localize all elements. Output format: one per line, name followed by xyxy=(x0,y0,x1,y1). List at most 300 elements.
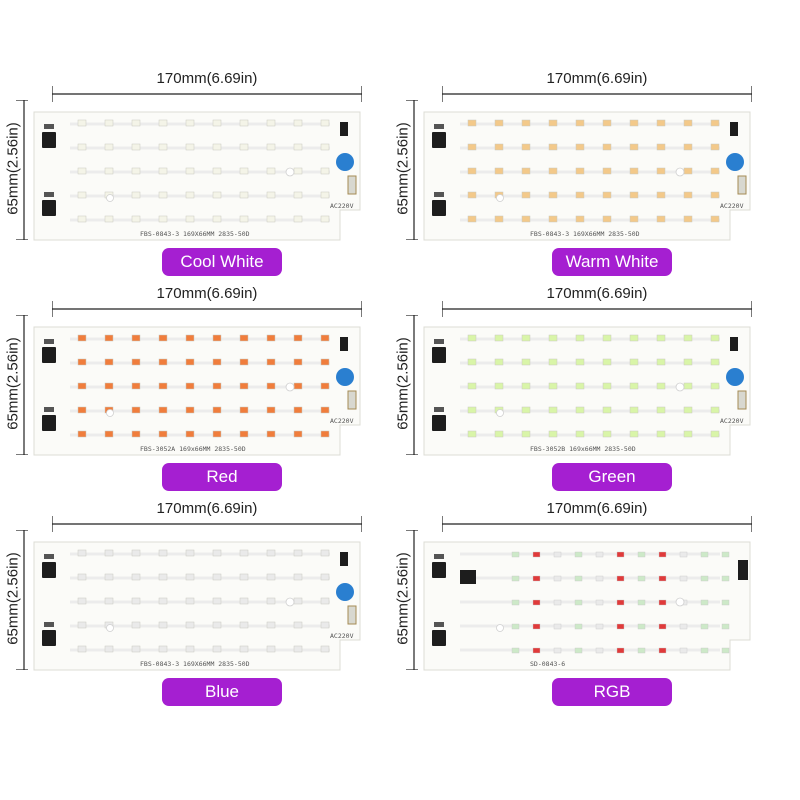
led xyxy=(240,168,248,174)
led xyxy=(240,335,248,341)
resistor xyxy=(44,339,54,344)
led xyxy=(549,120,557,126)
led xyxy=(575,600,582,605)
led xyxy=(554,576,561,581)
color-label: Green xyxy=(552,463,672,491)
led xyxy=(630,168,638,174)
led xyxy=(575,624,582,629)
led xyxy=(722,624,729,629)
led xyxy=(617,648,624,653)
led xyxy=(321,622,329,628)
led xyxy=(680,576,687,581)
capacitor xyxy=(726,368,744,386)
led xyxy=(186,192,194,198)
led xyxy=(78,574,86,580)
led xyxy=(657,216,665,222)
led xyxy=(596,552,603,557)
led xyxy=(321,407,329,413)
led xyxy=(159,120,167,126)
led xyxy=(213,120,221,126)
led xyxy=(267,622,275,628)
led xyxy=(267,431,275,437)
led xyxy=(468,359,476,365)
led xyxy=(533,576,540,581)
led xyxy=(684,407,692,413)
led xyxy=(240,622,248,628)
led xyxy=(603,407,611,413)
resistor xyxy=(44,622,54,627)
width-dimension: 170mm(6.69in) xyxy=(546,70,648,87)
led xyxy=(105,216,113,222)
height-dimension: 65mm(2.56in) xyxy=(394,552,412,645)
led xyxy=(267,120,275,126)
led xyxy=(575,576,582,581)
led xyxy=(722,576,729,581)
led xyxy=(267,574,275,580)
led xyxy=(596,600,603,605)
led xyxy=(294,407,302,413)
led xyxy=(186,216,194,222)
led xyxy=(630,144,638,150)
led xyxy=(321,383,329,389)
driver-chip xyxy=(42,200,56,216)
led xyxy=(105,574,113,580)
led xyxy=(512,576,519,581)
led xyxy=(213,192,221,198)
color-label: Blue xyxy=(162,678,282,706)
led xyxy=(132,144,140,150)
led xyxy=(132,550,140,556)
led xyxy=(522,407,530,413)
led xyxy=(576,431,584,437)
led xyxy=(186,431,194,437)
led xyxy=(213,144,221,150)
driver-chip xyxy=(432,347,446,363)
led xyxy=(512,624,519,629)
led xyxy=(711,216,719,222)
height-dimension: 65mm(2.56in) xyxy=(4,337,22,430)
led xyxy=(722,648,729,653)
led xyxy=(657,144,665,150)
led xyxy=(638,552,645,557)
led xyxy=(617,624,624,629)
led xyxy=(684,168,692,174)
led xyxy=(186,359,194,365)
led xyxy=(132,598,140,604)
led xyxy=(468,383,476,389)
led xyxy=(657,431,665,437)
led xyxy=(186,383,194,389)
led xyxy=(495,383,503,389)
led xyxy=(213,383,221,389)
led xyxy=(294,646,302,652)
led xyxy=(294,598,302,604)
led xyxy=(684,359,692,365)
led xyxy=(701,552,708,557)
led xyxy=(576,192,584,198)
led xyxy=(78,383,86,389)
led xyxy=(468,431,476,437)
led xyxy=(522,120,530,126)
led xyxy=(159,359,167,365)
led xyxy=(240,383,248,389)
led xyxy=(186,574,194,580)
led xyxy=(549,407,557,413)
led-board xyxy=(30,540,365,675)
panel-blue xyxy=(0,500,400,779)
led xyxy=(132,359,140,365)
led xyxy=(512,648,519,653)
led xyxy=(711,335,719,341)
color-label: Cool White xyxy=(162,248,282,276)
capacitor xyxy=(336,583,354,601)
led xyxy=(711,359,719,365)
rectifier xyxy=(340,337,348,351)
led xyxy=(78,431,86,437)
led xyxy=(321,431,329,437)
height-dimension: 65mm(2.56in) xyxy=(4,552,22,645)
led xyxy=(638,624,645,629)
led xyxy=(603,168,611,174)
led xyxy=(213,359,221,365)
led xyxy=(267,168,275,174)
led-board xyxy=(30,110,365,245)
led xyxy=(701,648,708,653)
driver-chip xyxy=(42,132,56,148)
led xyxy=(533,624,540,629)
led xyxy=(213,431,221,437)
led xyxy=(657,383,665,389)
led xyxy=(159,550,167,556)
led xyxy=(240,359,248,365)
led xyxy=(321,574,329,580)
led xyxy=(159,335,167,341)
board-silkscreen: FBS-3052A 169x66MM 2835-50D xyxy=(140,445,246,453)
controller-chip xyxy=(460,570,476,584)
led xyxy=(267,359,275,365)
led xyxy=(321,168,329,174)
led xyxy=(132,407,140,413)
led xyxy=(294,168,302,174)
led xyxy=(576,144,584,150)
led xyxy=(186,144,194,150)
led xyxy=(132,335,140,341)
fuse xyxy=(348,606,356,624)
led xyxy=(213,335,221,341)
led xyxy=(684,216,692,222)
led xyxy=(603,192,611,198)
led xyxy=(321,216,329,222)
led xyxy=(267,407,275,413)
led xyxy=(78,120,86,126)
led xyxy=(630,407,638,413)
led xyxy=(711,431,719,437)
led xyxy=(78,646,86,652)
rectifier xyxy=(340,122,348,136)
led xyxy=(603,359,611,365)
led xyxy=(495,216,503,222)
driver-chip xyxy=(432,415,446,431)
led xyxy=(132,192,140,198)
led xyxy=(159,216,167,222)
mounting-hole xyxy=(107,195,114,202)
led xyxy=(617,552,624,557)
led xyxy=(321,646,329,652)
led-board xyxy=(30,325,365,460)
led xyxy=(630,335,638,341)
led xyxy=(132,622,140,628)
led xyxy=(78,598,86,604)
fuse xyxy=(348,391,356,409)
led xyxy=(603,383,611,389)
rectifier xyxy=(730,122,738,136)
led xyxy=(240,192,248,198)
width-dimension: 170mm(6.69in) xyxy=(546,500,648,517)
led xyxy=(159,598,167,604)
led xyxy=(711,192,719,198)
led xyxy=(659,576,666,581)
led xyxy=(267,550,275,556)
led xyxy=(576,407,584,413)
led xyxy=(186,646,194,652)
led xyxy=(468,335,476,341)
led xyxy=(596,648,603,653)
led xyxy=(213,574,221,580)
led xyxy=(576,383,584,389)
led xyxy=(240,598,248,604)
panel-rgb xyxy=(390,500,790,779)
led xyxy=(680,552,687,557)
voltage-marking: AC220V xyxy=(330,632,354,640)
led xyxy=(240,144,248,150)
led xyxy=(630,192,638,198)
led xyxy=(105,359,113,365)
led xyxy=(321,335,329,341)
led xyxy=(711,144,719,150)
led xyxy=(294,144,302,150)
led xyxy=(267,144,275,150)
led xyxy=(701,600,708,605)
led xyxy=(267,598,275,604)
led xyxy=(321,550,329,556)
mounting-hole xyxy=(107,410,114,417)
mounting-hole xyxy=(497,625,504,632)
color-label: RGB xyxy=(552,678,672,706)
led xyxy=(294,574,302,580)
led xyxy=(159,192,167,198)
led xyxy=(575,552,582,557)
mounting-hole xyxy=(107,625,114,632)
mounting-hole xyxy=(497,195,504,202)
led xyxy=(105,646,113,652)
led xyxy=(554,600,561,605)
capacitor xyxy=(336,153,354,171)
led xyxy=(684,192,692,198)
led xyxy=(78,622,86,628)
led xyxy=(549,383,557,389)
mounting-hole xyxy=(676,168,684,176)
voltage-marking: AC220V xyxy=(720,202,744,210)
led xyxy=(267,216,275,222)
led xyxy=(105,120,113,126)
led xyxy=(684,335,692,341)
led xyxy=(159,622,167,628)
led xyxy=(596,624,603,629)
led xyxy=(630,431,638,437)
led xyxy=(105,144,113,150)
driver-chip xyxy=(432,132,446,148)
led xyxy=(468,192,476,198)
led xyxy=(159,407,167,413)
led xyxy=(657,120,665,126)
led xyxy=(294,216,302,222)
led xyxy=(186,335,194,341)
led xyxy=(522,168,530,174)
led xyxy=(213,598,221,604)
led xyxy=(294,431,302,437)
led xyxy=(711,407,719,413)
led xyxy=(603,144,611,150)
led xyxy=(213,646,221,652)
led xyxy=(576,335,584,341)
led xyxy=(240,574,248,580)
led xyxy=(159,646,167,652)
led xyxy=(132,431,140,437)
led xyxy=(554,648,561,653)
led xyxy=(186,550,194,556)
driver-chip xyxy=(432,562,446,578)
led xyxy=(78,335,86,341)
board-silkscreen: FBS-0843-3 169X66MM 2835-50D xyxy=(140,660,250,668)
led xyxy=(495,335,503,341)
led xyxy=(132,646,140,652)
driver-chip xyxy=(42,630,56,646)
led xyxy=(213,168,221,174)
led xyxy=(495,431,503,437)
led xyxy=(105,168,113,174)
led xyxy=(522,359,530,365)
led xyxy=(78,359,86,365)
resistor xyxy=(434,192,444,197)
led xyxy=(78,407,86,413)
led xyxy=(267,383,275,389)
led xyxy=(630,216,638,222)
led xyxy=(659,624,666,629)
led xyxy=(267,335,275,341)
led xyxy=(240,120,248,126)
voltage-marking: AC220V xyxy=(720,417,744,425)
led xyxy=(638,648,645,653)
led xyxy=(533,552,540,557)
led xyxy=(630,359,638,365)
width-dimension: 170mm(6.69in) xyxy=(156,70,258,87)
led xyxy=(468,168,476,174)
height-dimension: 65mm(2.56in) xyxy=(4,122,22,215)
led xyxy=(549,335,557,341)
led xyxy=(617,600,624,605)
led xyxy=(495,168,503,174)
fuse xyxy=(348,176,356,194)
led xyxy=(549,144,557,150)
led xyxy=(294,550,302,556)
led xyxy=(722,600,729,605)
led xyxy=(294,192,302,198)
led xyxy=(549,431,557,437)
rectifier xyxy=(340,552,348,566)
led xyxy=(701,624,708,629)
led xyxy=(495,144,503,150)
led xyxy=(267,646,275,652)
led xyxy=(105,598,113,604)
led xyxy=(240,646,248,652)
led xyxy=(468,407,476,413)
led xyxy=(684,120,692,126)
led xyxy=(159,431,167,437)
led xyxy=(213,407,221,413)
color-label: Warm White xyxy=(552,248,672,276)
led xyxy=(159,574,167,580)
led xyxy=(554,552,561,557)
led xyxy=(294,120,302,126)
led xyxy=(267,192,275,198)
led xyxy=(638,576,645,581)
led-board xyxy=(420,540,755,675)
led xyxy=(684,144,692,150)
led xyxy=(701,576,708,581)
led xyxy=(186,407,194,413)
driver-chip xyxy=(42,347,56,363)
led xyxy=(294,622,302,628)
led xyxy=(576,168,584,174)
led xyxy=(549,168,557,174)
led xyxy=(468,120,476,126)
resistor xyxy=(44,124,54,129)
mounting-hole xyxy=(676,383,684,391)
color-label: Red xyxy=(162,463,282,491)
led xyxy=(240,550,248,556)
driver-chip xyxy=(432,630,446,646)
led xyxy=(711,168,719,174)
driver-chip xyxy=(42,562,56,578)
board-silkscreen: FBS-3052B 169x66MM 2835-50D xyxy=(530,445,636,453)
led xyxy=(321,144,329,150)
led xyxy=(522,335,530,341)
board-silkscreen: SD-0843-6 xyxy=(530,660,566,668)
led xyxy=(105,383,113,389)
led xyxy=(522,192,530,198)
led xyxy=(549,216,557,222)
led xyxy=(186,598,194,604)
led xyxy=(294,359,302,365)
led xyxy=(657,192,665,198)
height-dimension: 65mm(2.56in) xyxy=(394,337,412,430)
led xyxy=(321,192,329,198)
led xyxy=(186,120,194,126)
driver-chip xyxy=(42,415,56,431)
board-silkscreen: FBS-0843-3 169X66MM 2835-50D xyxy=(530,230,640,238)
led xyxy=(213,216,221,222)
led xyxy=(684,383,692,389)
led xyxy=(240,216,248,222)
mounting-hole xyxy=(497,410,504,417)
led xyxy=(78,216,86,222)
resistor xyxy=(434,124,444,129)
led xyxy=(576,216,584,222)
led xyxy=(533,648,540,653)
led xyxy=(630,383,638,389)
led xyxy=(321,598,329,604)
led xyxy=(617,576,624,581)
